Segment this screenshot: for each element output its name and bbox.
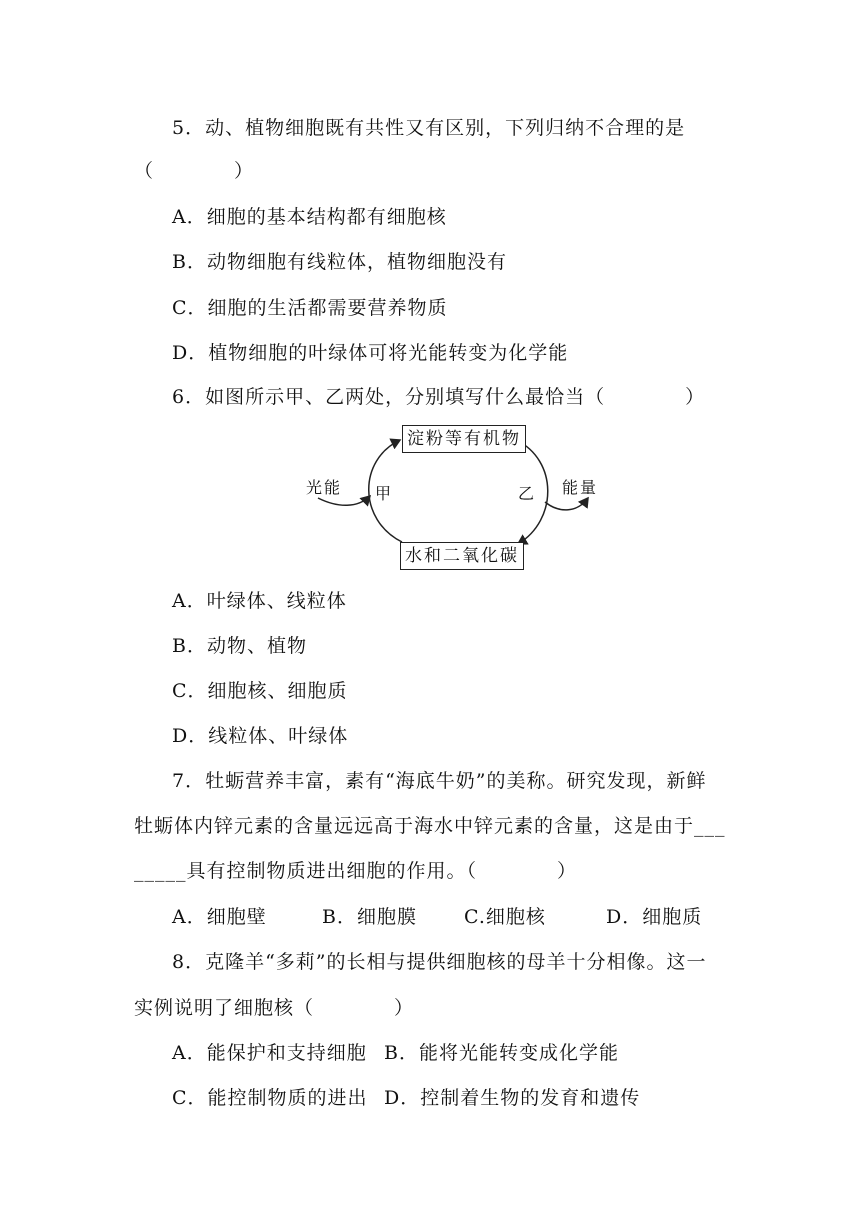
q6-option-c: C．细胞核、细胞质: [172, 680, 348, 702]
q7-stem-line3: _____具有控制物质进出细胞的作用。（ ）: [134, 860, 578, 882]
q6-option-d: D．线粒体、叶绿体: [172, 725, 349, 747]
q8-option-b: B．能将光能转变成化学能: [384, 1042, 619, 1064]
q5-stem-line1: 5．动、植物细胞既有共性又有区别，下列归纳不合理的是: [172, 117, 686, 139]
q6-stem-line1: 6．如图所示甲、乙两处，分别填写什么最恰当（ ）: [172, 386, 706, 408]
energy-label: 能量: [562, 478, 599, 497]
photosynthesis-respiration-diagram: [290, 420, 610, 580]
q5-option-a: A．细胞的基本结构都有细胞核: [172, 206, 447, 228]
q8-stem-line1: 8．克隆羊“多莉”的长相与提供细胞核的母羊十分相像。这一: [172, 951, 707, 973]
q6-option-b: B．动物、植物: [172, 635, 307, 657]
q5-stem-line2: （ ）: [134, 160, 255, 182]
q8-option-a: A．能保护和支持细胞: [172, 1042, 367, 1064]
q5-option-d: D．植物细胞的叶绿体可将光能转变为化学能: [172, 342, 569, 364]
q8-option-c: C．能控制物质的进出: [172, 1087, 368, 1109]
q7-option-b: B．细胞膜: [322, 906, 417, 928]
q8-stem-line2: 实例说明了细胞核（ ）: [134, 997, 415, 1019]
water-co2-box: 水和二氧化碳: [400, 542, 524, 570]
q6-option-a: A．叶绿体、线粒体: [172, 590, 347, 612]
organic-matter-box: 淀粉等有机物: [402, 425, 526, 453]
energy-output-arrow: [545, 498, 588, 510]
q7-stem-line2: 牡蛎体内锌元素的含量远远高于海水中锌元素的含量，这是由于___: [134, 815, 726, 837]
q7-option-c: C.细胞核: [464, 906, 546, 928]
q5-option-c: C．细胞的生活都需要营养物质: [172, 297, 448, 319]
light-energy-label: 光能: [306, 478, 343, 497]
q7-option-d: D．细胞质: [606, 906, 703, 928]
jia-label: 甲: [375, 484, 394, 503]
q8-option-d: D．控制着生物的发育和遗传: [384, 1087, 641, 1109]
q5-option-b: B．动物细胞有线粒体，植物细胞没有: [172, 251, 507, 273]
q7-stem-line1: 7．牡蛎营养丰富，素有“海底牛奶”的美称。研究发现，新鲜: [172, 770, 707, 792]
q7-option-a: A．细胞壁: [172, 906, 267, 928]
yi-label: 乙: [518, 484, 537, 503]
